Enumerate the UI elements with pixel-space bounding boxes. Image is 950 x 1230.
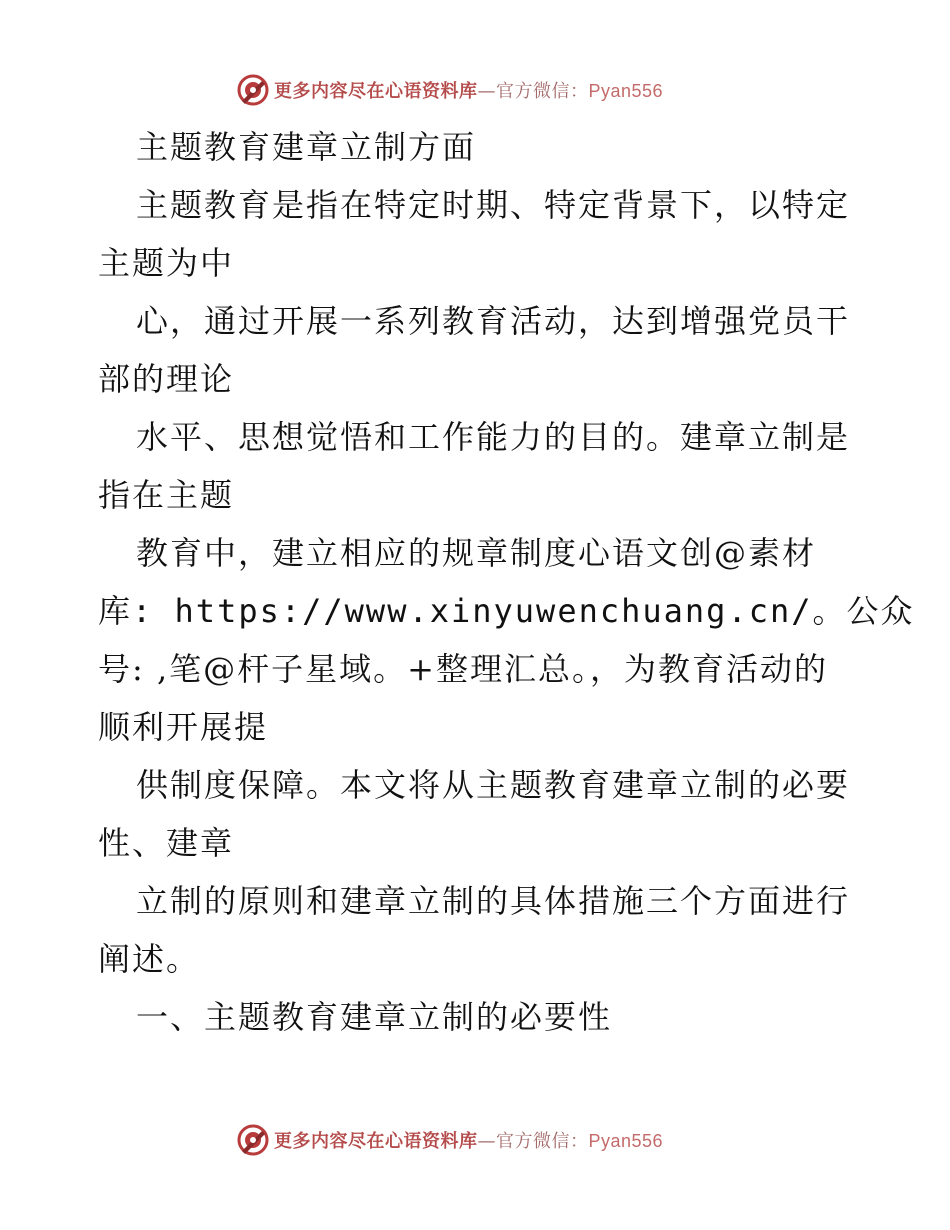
text-line: 教育中，建立相应的规章制度心语文创@素材 [136, 534, 817, 572]
text-line: 阐述。 [98, 940, 201, 978]
text-line: 主题为中 [98, 244, 235, 282]
header-watermark-banner [236, 72, 663, 108]
text-line: 号: ,笔@杆子星域。+整理汇总。，为教育活动的 [98, 650, 828, 688]
text-line: 水平、思想觉悟和工作能力的目的。建章立制是 [136, 418, 851, 456]
text-line: 心，通过开展一系列教育活动，达到增强党员干 [136, 302, 851, 340]
banner-title: 更多内容尽在心语资料库 [274, 81, 478, 102]
document-body [98, 118, 915, 1046]
text-line: 顺利开展提 [98, 708, 269, 746]
text-line: 立制的原则和建章立制的具体措施三个方面进行 [136, 882, 851, 920]
text-line: 主题教育是指在特定时期、特定背景下，以特定 [136, 186, 851, 224]
banner-wechat-id: Pyan556 [588, 81, 664, 101]
text-line: 性、建章 [98, 824, 235, 862]
document-title: 主题教育建章立制方面 [136, 128, 477, 166]
pen-logo-icon [236, 73, 270, 107]
text-line: 指在主题 [98, 476, 235, 514]
pen-logo-icon [236, 1123, 270, 1157]
text-line-url: 库: https://www.xinyuwenchuang.cn/。公众 [98, 592, 915, 630]
section-heading: 一、主题教育建章立制的必要性 [136, 998, 613, 1036]
text-line: 供制度保障。本文将从主题教育建章立制的必要 [136, 766, 851, 804]
banner-wechat-label: —官方微信： [477, 81, 589, 102]
banner-wechat-id: Pyan556 [588, 1131, 664, 1151]
banner-wechat-label: —官方微信： [477, 1131, 589, 1152]
banner-title: 更多内容尽在心语资料库 [274, 1131, 478, 1152]
footer-watermark-banner [236, 1122, 663, 1158]
text-line: 部的理论 [98, 360, 235, 398]
